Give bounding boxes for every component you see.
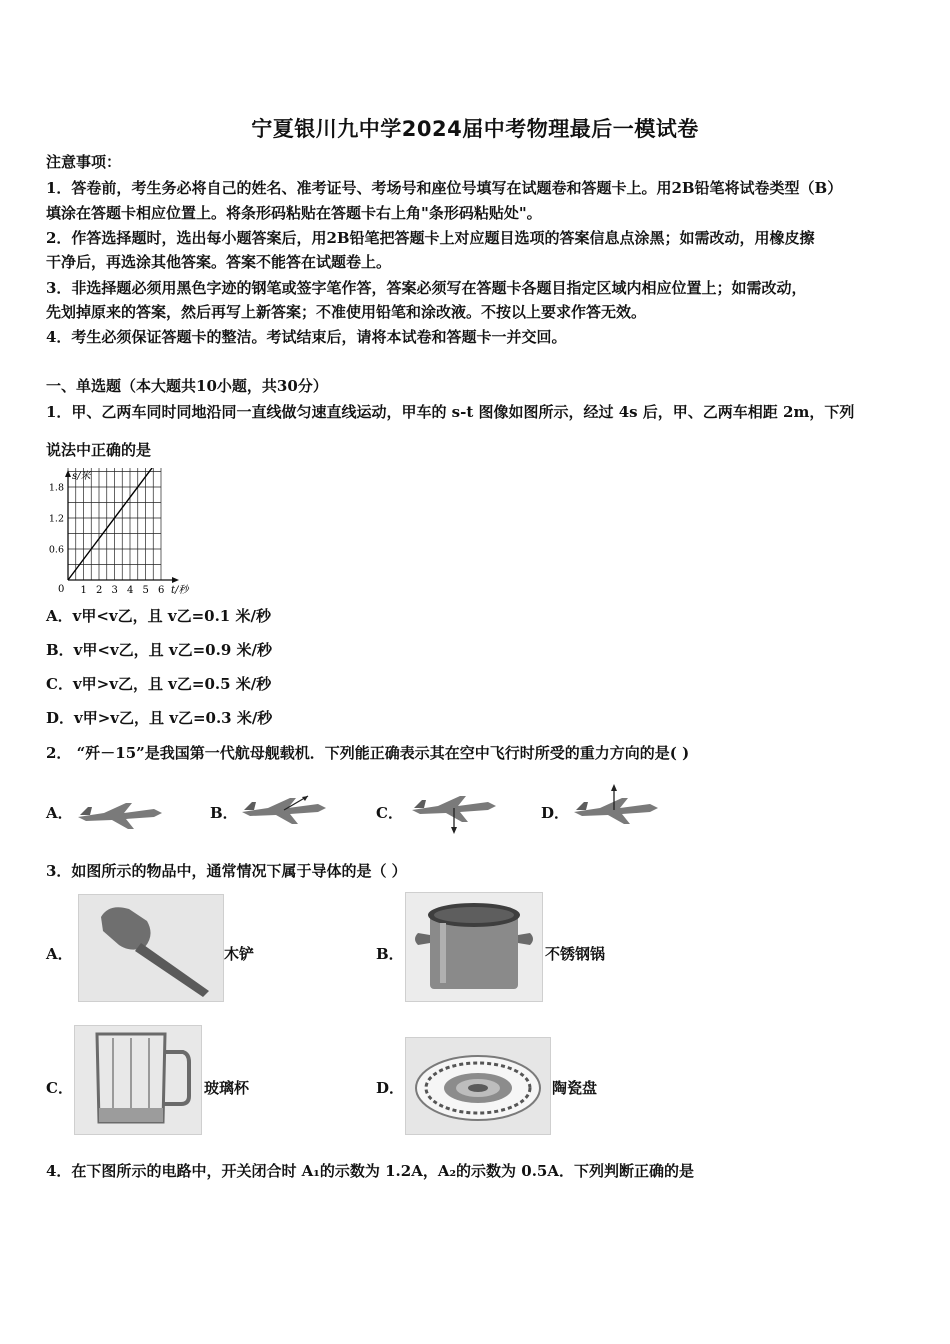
q2-option-d[interactable]: D． bbox=[541, 804, 570, 822]
q2-stem: 2． “歼－15”是我国第一代航母舰载机．下列能正确表示其在空中飞行时所受的重力方向的是( ) bbox=[46, 744, 690, 762]
q4-stem: 4．在下图所示的电路中，开关闭合时 A₁的示数为 1.2A，A₂的示数为 0.5A．下列判断正确的是 bbox=[46, 1162, 694, 1180]
y-tick-label: 0.6 bbox=[48, 544, 64, 556]
x-axis-arrow bbox=[172, 577, 179, 583]
x-tick-label: 6 bbox=[158, 585, 165, 596]
page-title: 宁夏银川九中学2024届中考物理最后一模试卷 bbox=[251, 117, 699, 141]
section-heading: 一、单选题（本大题共10小题，共30分） bbox=[46, 377, 328, 395]
notice-line: 填涂在答题卡相应位置上。将条形码粘贴在答题卡右上角"条形码粘贴处"。 bbox=[46, 204, 542, 222]
q1-stem: 1．甲、乙两车同时同地沿同一直线做匀速直线运动，甲车的 s-t 图像如图所示，经过 4s 后，甲、乙两车相距 2m，下列 bbox=[46, 403, 855, 421]
origin-label: 0 bbox=[58, 584, 65, 595]
x-axis-label: t/秒 bbox=[171, 585, 189, 596]
notice-line: 3．非选择题必须用黑色字迹的钢笔或签字笔作答，答案必须写在答题卡各题目指定区域内相应位置上；如需改动， bbox=[46, 279, 807, 297]
jet-image-d bbox=[570, 782, 662, 832]
pot-image bbox=[405, 892, 543, 1002]
y-tick-label: 1.8 bbox=[48, 482, 64, 494]
q3-caption-a: 木铲 bbox=[224, 945, 255, 963]
glass-mug-image bbox=[74, 1025, 202, 1135]
q3-option-d[interactable]: D． bbox=[376, 1079, 405, 1097]
q1-option-d[interactable]: D．v甲>v乙，且 v乙=0.3 米/秒 bbox=[46, 709, 273, 727]
q3-option-b[interactable]: B． bbox=[376, 945, 404, 963]
q3-option-a[interactable]: A． bbox=[46, 945, 73, 963]
notice-line: 先划掉原来的答案，然后再写上新答案；不准使用铅笔和涂改液。不按以上要求作答无效。 bbox=[46, 303, 647, 321]
jet-image-b bbox=[238, 790, 330, 832]
x-tick-label: 1 bbox=[80, 585, 87, 596]
notice-line: 1．答卷前，考生务必将自己的姓名、准考证号、考场号和座位号填写在试题卷和答题卡上。用2B铅笔将试卷类型（B） bbox=[46, 179, 843, 197]
notice-line: 4．考生必须保证答题卡的整洁。考试结束后，请将本试卷和答题卡一并交回。 bbox=[46, 328, 567, 346]
notice-line: 2．作答选择题时，选出每小题答案后，用2B铅笔把答题卡上对应题目选项的答案信息点涂黑；如需改动，用橡皮擦 bbox=[46, 229, 815, 247]
q3-option-c[interactable]: C． bbox=[46, 1079, 73, 1097]
notice-line: 干净后，再选涂其他答案。答案不能答在试题卷上。 bbox=[46, 253, 392, 271]
y-axis-label: s/米 bbox=[72, 471, 91, 482]
jet-image-a bbox=[74, 795, 164, 833]
q2-option-b[interactable]: B． bbox=[210, 804, 238, 822]
q3-caption-b: 不锈钢锅 bbox=[545, 945, 606, 963]
q3-caption-c: 玻璃杯 bbox=[204, 1079, 250, 1097]
x-tick-label: 5 bbox=[142, 585, 149, 596]
notice-heading: 注意事项： bbox=[46, 153, 122, 171]
q1-stem-cont: 说法中正确的是 bbox=[46, 441, 152, 459]
x-tick-label: 4 bbox=[127, 585, 134, 596]
spatula-image bbox=[78, 894, 224, 1002]
y-axis-arrow bbox=[65, 470, 71, 477]
ceramic-plate-image bbox=[405, 1037, 551, 1135]
x-tick-label: 3 bbox=[111, 585, 118, 596]
q2-option-c[interactable]: C． bbox=[376, 804, 403, 822]
q3-stem: 3．如图所示的物品中，通常情况下属于导体的是（ ） bbox=[46, 862, 407, 880]
q1-option-a[interactable]: A．v甲<v乙，且 v乙=0.1 米/秒 bbox=[46, 607, 271, 625]
jet-image-c bbox=[408, 790, 500, 836]
q3-caption-d: 陶瓷盘 bbox=[552, 1079, 598, 1097]
y-tick-label: 1.2 bbox=[48, 513, 64, 525]
x-tick-label: 2 bbox=[96, 585, 103, 596]
q2-option-a[interactable]: A． bbox=[46, 804, 73, 822]
q1-option-b[interactable]: B．v甲<v乙，且 v乙=0.9 米/秒 bbox=[46, 641, 272, 659]
q1-option-c[interactable]: C．v甲>v乙，且 v乙=0.5 米/秒 bbox=[46, 675, 272, 693]
st-chart bbox=[40, 468, 210, 596]
